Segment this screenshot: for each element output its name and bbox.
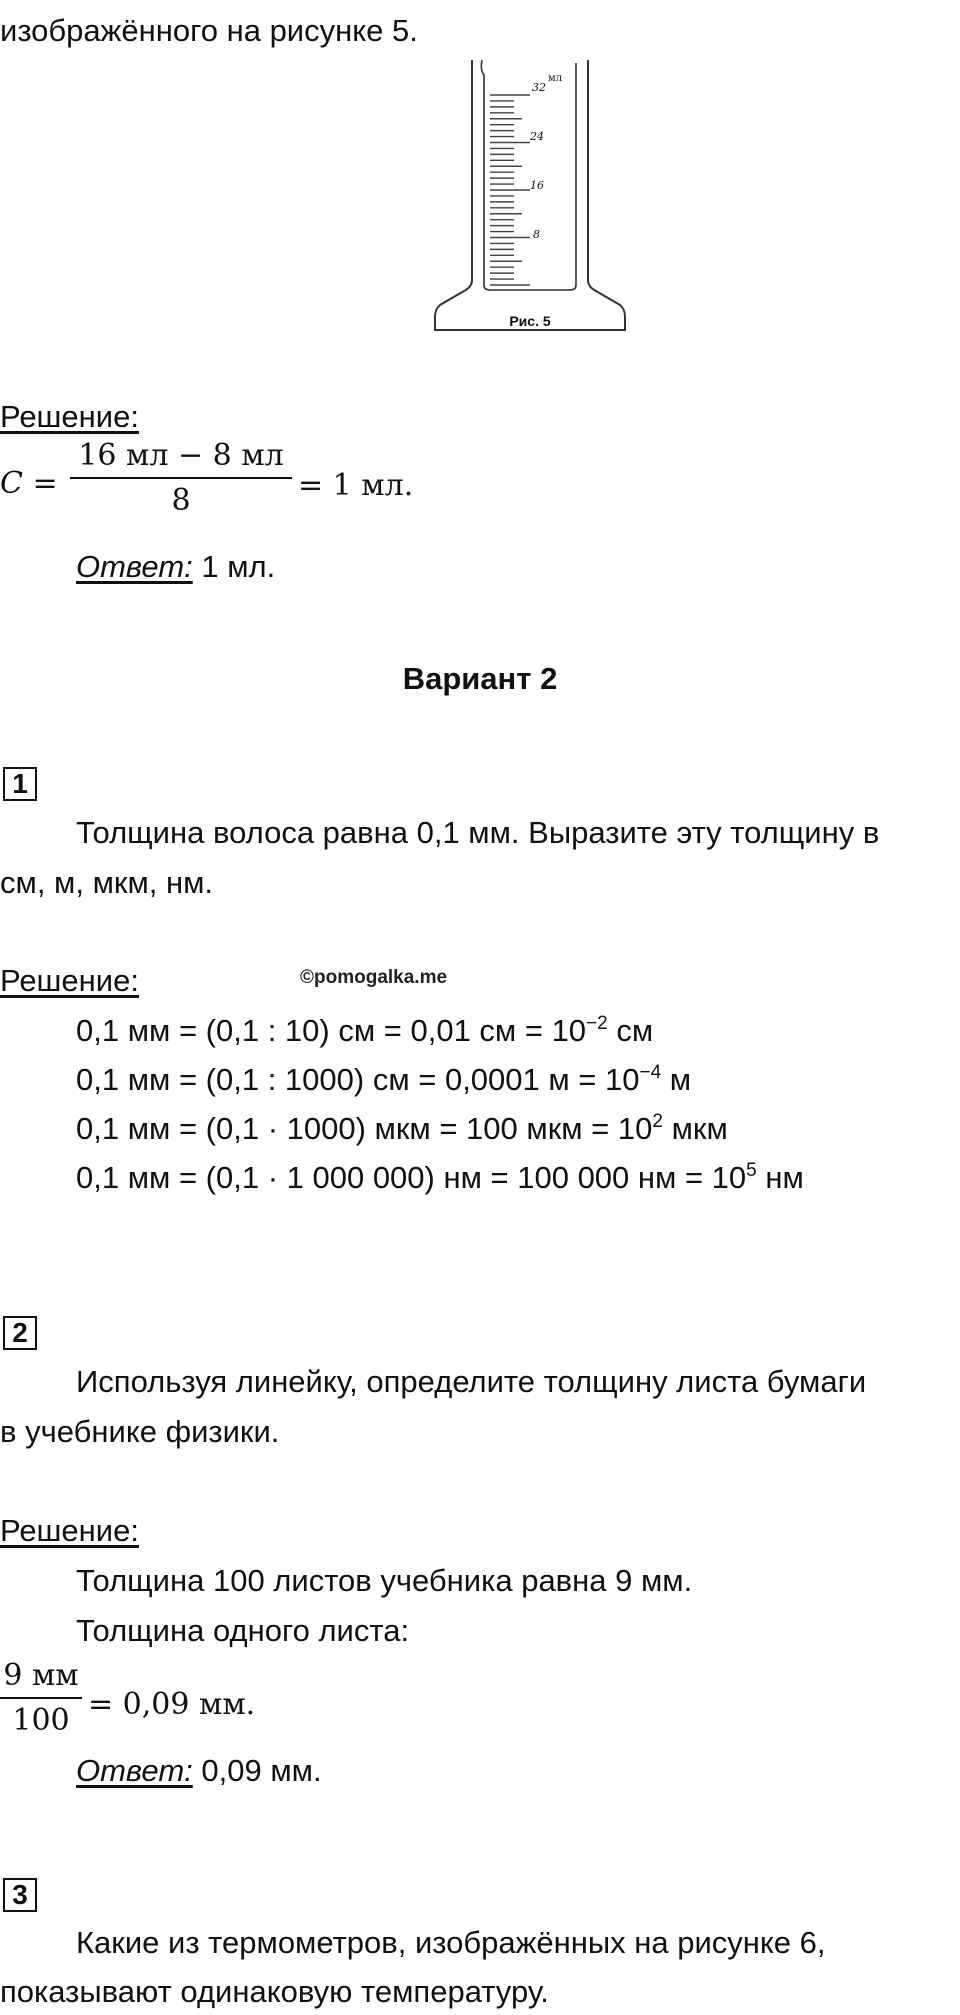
solution-label: Решение: [0, 399, 139, 434]
answer-value: 1 мл. [192, 549, 276, 584]
line1-tail: см [607, 1013, 654, 1048]
line4-main: 0,1 мм = (0,1 · 1 000 000) нм = 100 000 нм = 10 [76, 1160, 747, 1195]
task1-solution-label: Решение: [0, 963, 139, 998]
line2-exp: −4 [639, 1062, 662, 1083]
task2-answer-line [76, 1752, 322, 1790]
task2-numerator: 9 мм [3, 1658, 79, 1693]
line1-exp: −2 [586, 1013, 608, 1034]
task1-line-3 [76, 1110, 728, 1148]
task1-text-line2: см, м, мкм, нм. [0, 865, 214, 900]
fraction-numerator: 16 мл − 8 мл [78, 438, 284, 473]
answer-line [76, 548, 275, 586]
task2-text-line1: Используя линейку, определите толщину листа бумаги [76, 1364, 867, 1399]
formula-rhs: = 1 мл. [298, 468, 414, 503]
line2-main: 0,1 мм = (0,1 : 1000) см = 0,0001 м = 10 [76, 1062, 640, 1097]
task3-text-line2: показывают одинаковую температуру. [0, 1974, 549, 2009]
task-number-3: 3 [3, 1878, 37, 1912]
task2-line2: Толщина одного листа: [76, 1613, 410, 1648]
scale-label-32: 32 [532, 81, 546, 94]
variant-title: Вариант 2 [402, 661, 558, 696]
watermark: ©pomogalka.me [300, 967, 448, 988]
task2-rhs: = 0,09 мм. [88, 1687, 256, 1722]
line4-tail: нм [756, 1160, 804, 1195]
task1-text-line1: Толщина волоса равна 0,1 мм. Выразите эту толщину в [76, 815, 880, 850]
task3-text-line1: Какие из термометров, изображённых на рисунке 6, [76, 1925, 826, 1960]
task2-denominator: 100 [12, 1703, 70, 1738]
task2-solution-label: Решение: [0, 1513, 139, 1548]
line2-tail: м [661, 1062, 692, 1097]
intro-text: изображённого на рисунке 5. [0, 13, 418, 48]
scale-label-8: 8 [533, 228, 540, 241]
fraction-denominator: 8 [171, 483, 191, 518]
scale-unit: мл [548, 73, 563, 84]
formula-lhs-text: C = [0, 466, 58, 501]
formula-lhs [0, 465, 58, 503]
task-number-1: 1 [3, 767, 37, 801]
task2-text-line2: в учебнике физики. [0, 1414, 280, 1449]
scale-label-16: 16 [530, 179, 544, 192]
formula-fraction [70, 438, 292, 518]
task2-answer-label: Ответ: [76, 1753, 193, 1788]
cylinder-figure [430, 55, 630, 340]
task1-line-2 [76, 1061, 691, 1099]
figure-caption: Рис. 5 [509, 313, 551, 329]
line3-main: 0,1 мм = (0,1 · 1000) мкм = 100 мкм = 10 [76, 1111, 653, 1146]
task-number-2: 2 [3, 1316, 37, 1350]
line1-main: 0,1 мм = (0,1 : 10) см = 0,01 см = 10 [76, 1013, 587, 1048]
task2-line1: Толщина 100 листов учебника равна 9 мм. [76, 1563, 693, 1598]
line3-tail: мкм [662, 1111, 728, 1146]
line3-exp: 2 [652, 1111, 663, 1132]
task1-line-1 [76, 1012, 653, 1050]
task2-answer-value: 0,09 мм. [192, 1753, 322, 1788]
answer-label: Ответ: [76, 549, 193, 584]
line4-exp: 5 [746, 1160, 757, 1181]
cylinder-illustration [430, 55, 630, 340]
task2-fraction [0, 1658, 82, 1738]
task1-line-4 [76, 1159, 804, 1197]
scale-label-24: 24 [530, 130, 544, 143]
